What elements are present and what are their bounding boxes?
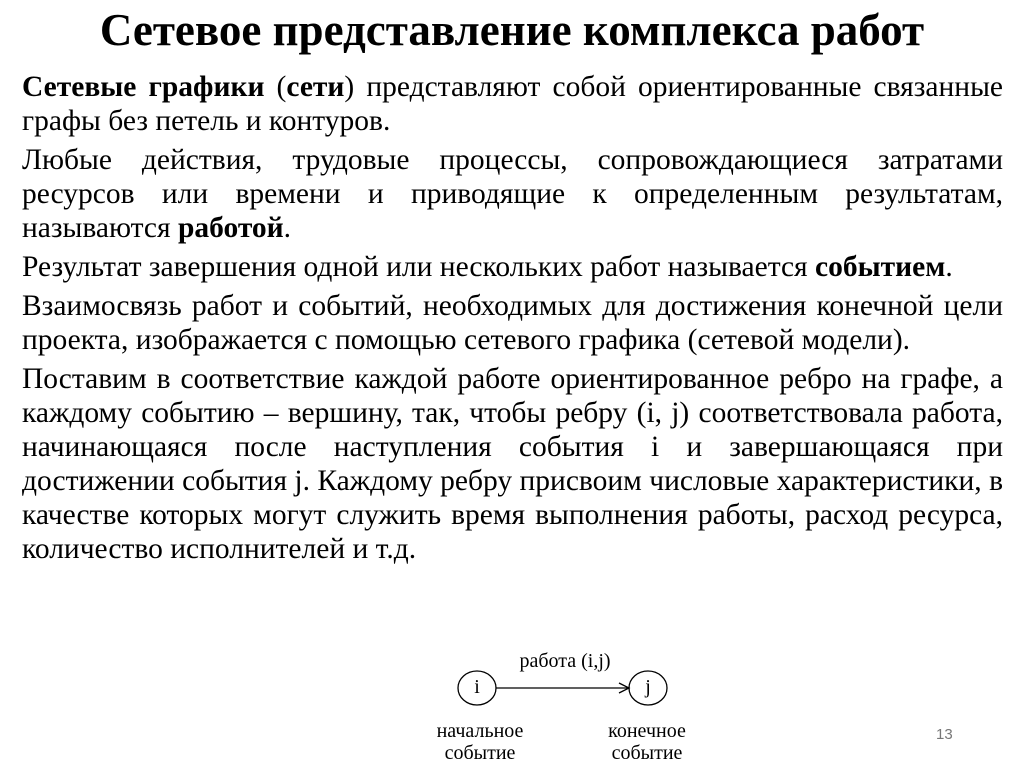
text: Любые действия, трудовые процессы, сопровождающиеся затратами ресурсов или времени и приводящие к определенным результатам, называются (22, 144, 1003, 244)
term-networks: сети (286, 71, 345, 103)
text: . (283, 212, 292, 244)
term-network-graphs: Сетевые графики (22, 71, 265, 103)
caption-line: начальное (436, 720, 524, 742)
text: . (945, 251, 953, 283)
slide-body (22, 70, 1003, 571)
edge-label: работа (i,j) (519, 650, 611, 672)
end-event-caption (592, 720, 702, 764)
start-node-label: i (474, 676, 480, 698)
caption-line: событие (611, 742, 683, 764)
paragraph-network-graphs (22, 70, 1003, 138)
page-number: 13 (936, 726, 953, 743)
term-work: работой (177, 212, 284, 244)
text: Результат завершения одной или нескольких работ называется (22, 251, 815, 283)
paragraph-work (22, 143, 1003, 245)
term-event: событием (815, 251, 946, 283)
caption-line: конечное (608, 720, 686, 742)
paragraph-edges: Поставим в соответствие каждой работе ориентированное ребро на графе, а каждому событию – вершину, так, чтобы ребру (i, j) соответствовала работа, начинающаяся после наступления события i и завершающаяся при достижении события j. Каждому ребру присвоим числовые характеристики, в качестве которых могут служить время выполнения работы, расход ресурса, количество исполнителей и т.д. (22, 363, 1003, 565)
start-event-caption (425, 720, 535, 764)
network-edge-diagram (420, 640, 720, 767)
paragraph-network-model: Взаимосвязь работ и событий, необходимых для достижения конечной цели проекта, изображается с помощью сетевого графика (сетевой модели). (22, 290, 1003, 356)
caption-line: событие (444, 742, 516, 764)
paragraph-event (22, 250, 1003, 284)
text: ( (264, 71, 287, 103)
end-node-label: j (645, 676, 651, 698)
text: ) представляют собой ориентированные связанные графы без петель и контуров. (22, 71, 1003, 137)
slide-title: Сетевое представление комплекса работ (99, 5, 925, 55)
